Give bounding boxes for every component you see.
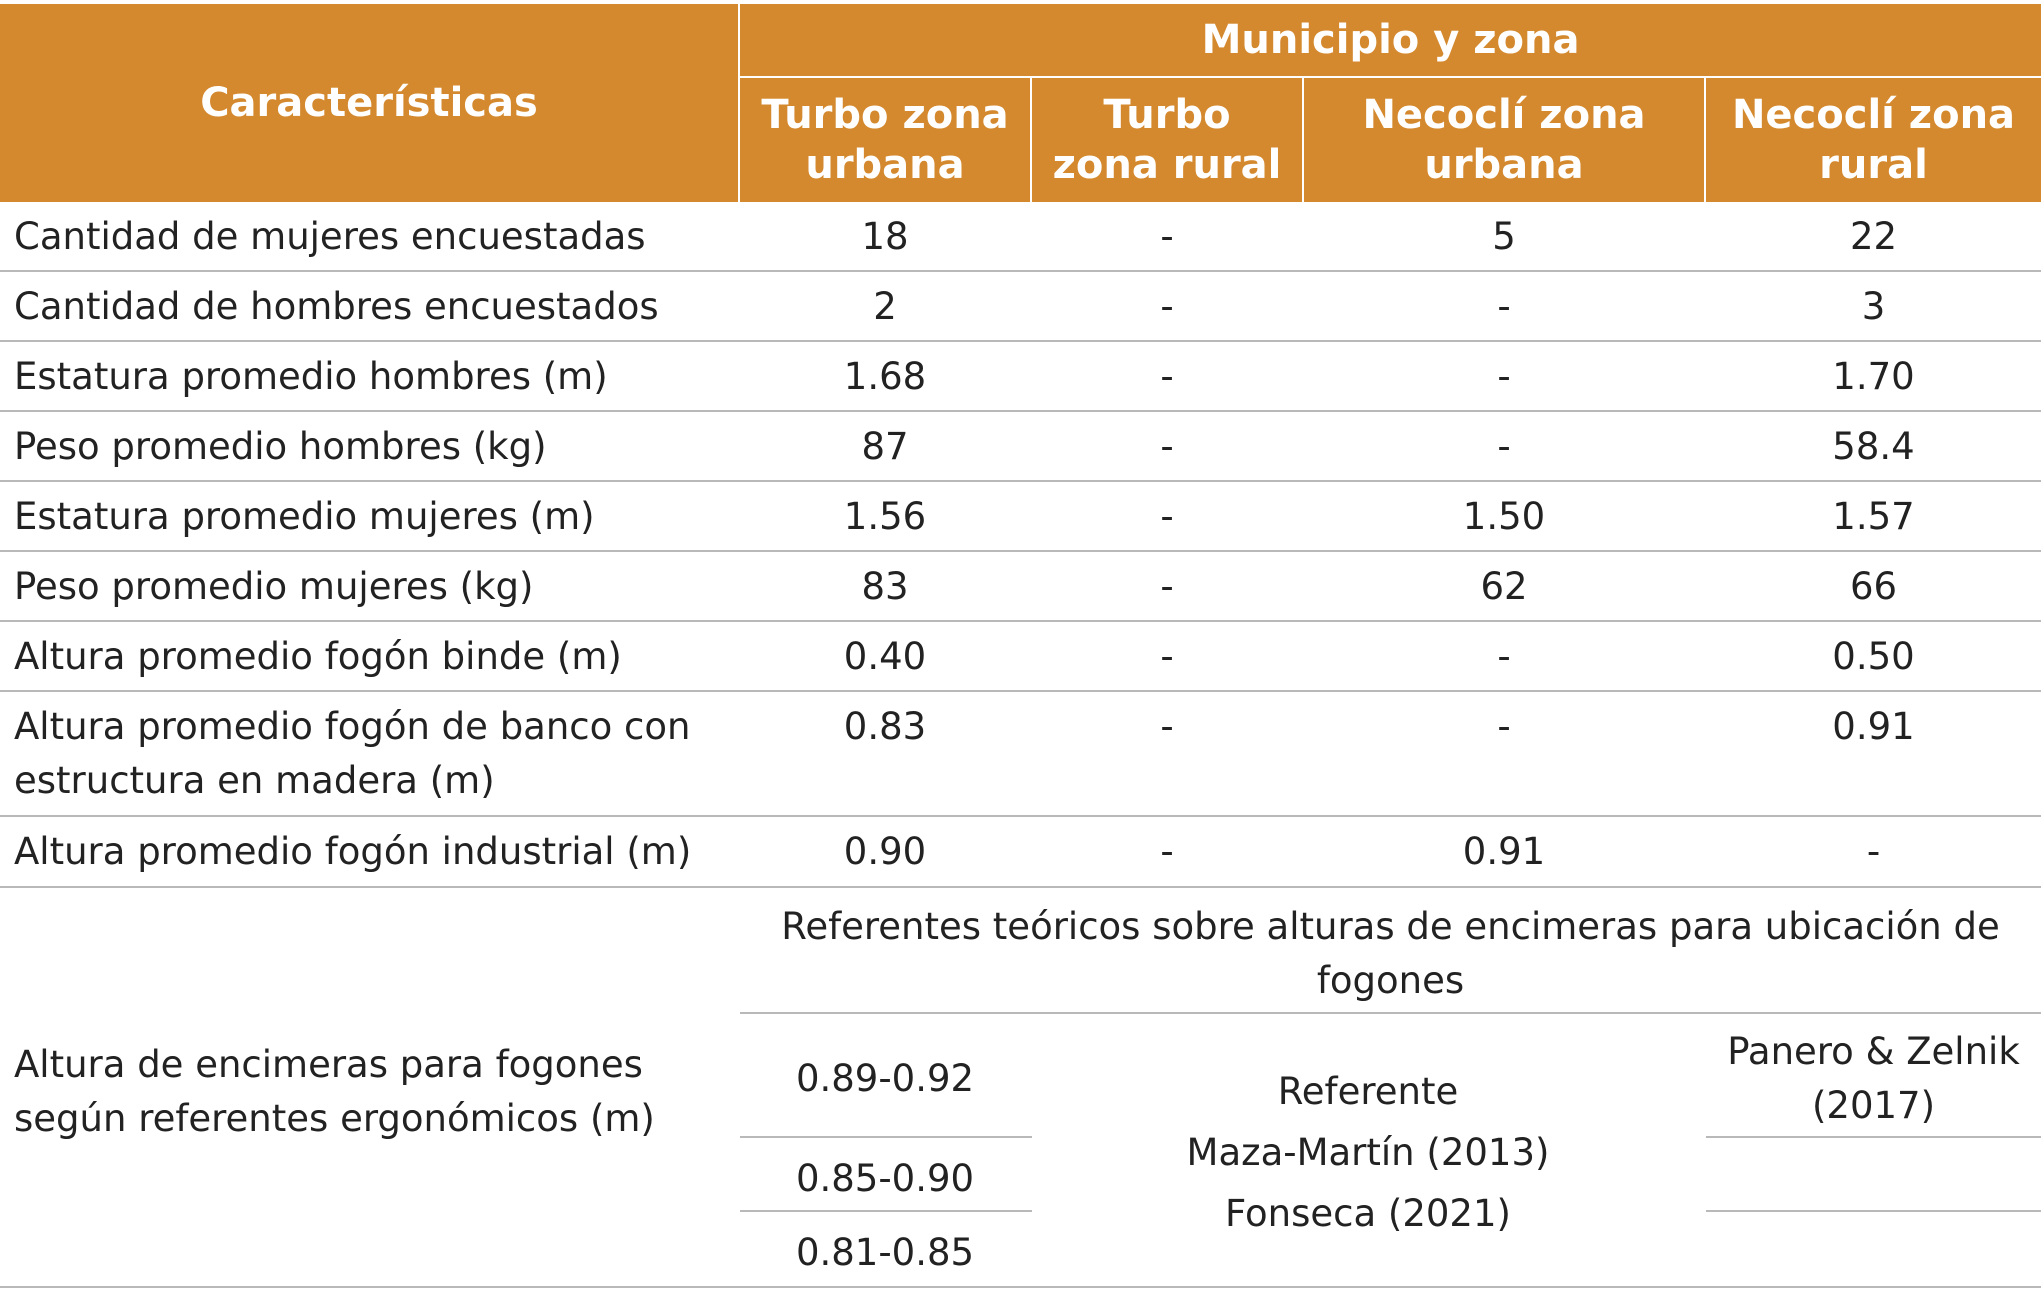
- row-label: Peso promedio hombres (kg): [14, 425, 547, 468]
- cell-necocli-urbana: 0.91: [1462, 830, 1546, 873]
- cell-turbo-rural: -: [1160, 285, 1174, 328]
- row-label: Altura promedio fogón binde (m): [14, 635, 622, 678]
- header-group: [740, 4, 2041, 76]
- cell-necocli-rural: 1.70: [1832, 355, 1915, 398]
- cell-turbo-rural: -: [1160, 215, 1174, 258]
- cell-turbo-urbana: 18: [861, 215, 909, 258]
- table-row: [0, 482, 2041, 552]
- col-heading-line2: rural: [1819, 142, 1928, 188]
- cell-necocli-urbana: -: [1497, 635, 1511, 678]
- height-rule: [740, 1136, 1032, 1138]
- row-label-line1: Altura promedio fogón de banco con: [14, 705, 691, 748]
- cell-necocli-urbana: -: [1497, 355, 1511, 398]
- cell-necocli-urbana: -: [1497, 425, 1511, 468]
- row-label: Peso promedio mujeres (kg): [14, 565, 534, 608]
- header-characteristics: [0, 4, 738, 202]
- table-row: [0, 412, 2041, 482]
- panero-line1: Panero & Zelnik: [1727, 1030, 2020, 1073]
- cell-necocli-urbana: -: [1497, 285, 1511, 328]
- cell-necocli-rural: 58.4: [1832, 425, 1915, 468]
- references-title-line2: fogones: [1316, 959, 1465, 1002]
- col-heading-line1: Necoclí zona: [1731, 92, 2016, 138]
- col-heading-line1: Necoclí zona: [1362, 92, 1646, 138]
- panero-rule: [1706, 1210, 2041, 1212]
- header-col-necocli-urbana: [1304, 78, 1704, 202]
- row-label-line2: estructura en madera (m): [14, 759, 495, 802]
- panero-line2: (2017): [1811, 1084, 1936, 1127]
- cell-necocli-rural: 0.91: [1832, 705, 1915, 748]
- references-label-line1: Altura de encimeras para fogones: [14, 1043, 643, 1086]
- header-col-necocli-rural: [1706, 78, 2041, 202]
- cell-turbo-urbana: 1.56: [843, 495, 927, 538]
- table-row: [0, 817, 2041, 888]
- row-label: Cantidad de hombres encuestados: [14, 285, 659, 328]
- cell-turbo-urbana: 0.83: [843, 705, 927, 748]
- row-label: Estatura promedio hombres (m): [14, 355, 608, 398]
- table-row: [0, 622, 2041, 692]
- height-range: 0.85-0.90: [795, 1157, 975, 1200]
- characteristics-heading: Características: [200, 80, 538, 126]
- cell-necocli-rural: 0.50: [1832, 635, 1915, 678]
- row-label: Altura promedio fogón industrial (m): [14, 830, 692, 873]
- row-label: Cantidad de mujeres encuestadas: [14, 215, 646, 258]
- height-range: 0.81-0.85: [795, 1231, 975, 1274]
- referente-source: Maza-Martín (2013): [1186, 1131, 1550, 1174]
- cell-necocli-urbana: -: [1497, 705, 1511, 748]
- height-rule: [740, 1210, 1032, 1212]
- header-col-turbo-rural: [1032, 78, 1302, 202]
- cell-turbo-urbana: 0.40: [843, 635, 927, 678]
- col-heading-line1: Turbo: [1103, 92, 1231, 138]
- cell-necocli-rural: 1.57: [1832, 495, 1915, 538]
- cell-necocli-rural: 66: [1849, 565, 1898, 608]
- col-heading-line2: urbana: [805, 142, 965, 188]
- cell-turbo-urbana: 1.68: [843, 355, 927, 398]
- header-divider: [740, 76, 2041, 78]
- cell-necocli-urbana: 1.50: [1462, 495, 1546, 538]
- cell-necocli-rural: 22: [1849, 215, 1898, 258]
- height-range: 0.89-0.92: [795, 1057, 975, 1100]
- table-bottom-rule: [0, 1286, 2041, 1288]
- table-row: [0, 272, 2041, 342]
- cell-turbo-urbana: 0.90: [843, 830, 927, 873]
- group-heading: Municipio y zona: [1201, 17, 1580, 63]
- referente-source: Fonseca (2021): [1225, 1192, 1511, 1235]
- cell-turbo-rural: -: [1160, 830, 1174, 873]
- table-row: [0, 202, 2041, 272]
- references-title-rule: [740, 1012, 2041, 1014]
- col-heading-line2: urbana: [1424, 142, 1584, 188]
- row-label: Estatura promedio mujeres (m): [14, 495, 595, 538]
- cell-turbo-rural: -: [1160, 355, 1174, 398]
- cell-necocli-rural: -: [1866, 830, 1881, 873]
- references-title-line1: Referentes teóricos sobre alturas de encimeras para ubicación de: [781, 905, 2000, 948]
- cell-turbo-rural: -: [1160, 565, 1174, 608]
- table-row: [0, 342, 2041, 412]
- table-row: [0, 692, 2041, 817]
- cell-necocli-rural: 3: [1861, 285, 1886, 328]
- cell-turbo-urbana: 83: [861, 565, 909, 608]
- header-divider: [738, 4, 740, 202]
- table-row: [0, 552, 2041, 622]
- header-col-turbo-urbana: [740, 78, 1030, 202]
- cell-turbo-rural: -: [1160, 705, 1174, 748]
- cell-turbo-rural: -: [1160, 495, 1174, 538]
- col-heading-line2: zona rural: [1052, 142, 1282, 188]
- cell-turbo-urbana: 87: [861, 425, 909, 468]
- panero-rule: [1706, 1136, 2041, 1138]
- cell-turbo-rural: -: [1160, 635, 1174, 678]
- cell-turbo-rural: -: [1160, 425, 1174, 468]
- cell-necocli-urbana: 5: [1492, 215, 1516, 258]
- cell-turbo-urbana: 2: [873, 285, 897, 328]
- referente-label: Referente: [1277, 1070, 1459, 1113]
- references-label-line2: según referentes ergonómicos (m): [14, 1097, 655, 1140]
- cell-necocli-urbana: 62: [1480, 565, 1528, 608]
- col-heading-line1: Turbo zona: [761, 92, 1009, 138]
